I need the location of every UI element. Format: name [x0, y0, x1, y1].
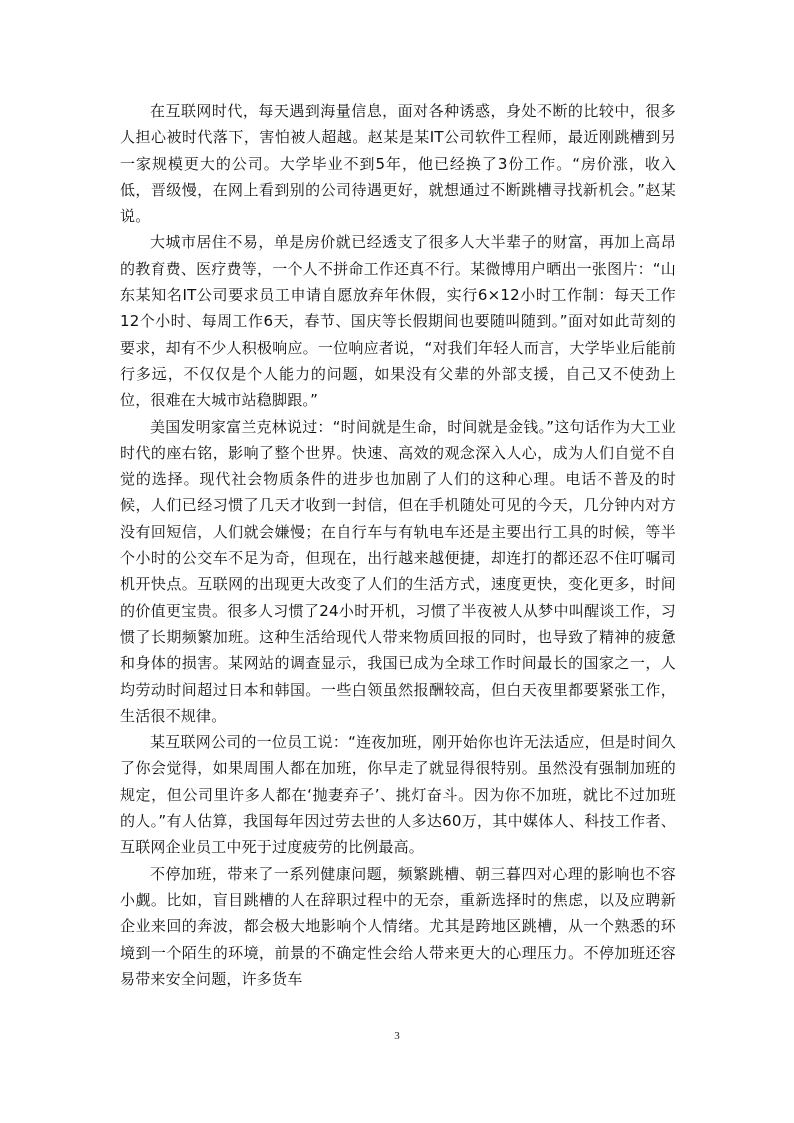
page-number: 3 [394, 1030, 400, 1042]
body-text [120, 98, 676, 992]
paragraph-3: 美国发明家富兰克林说过：“时间就是生命，时间就是金钱。”这句话作为大工业时代的座右铭，影响了整个世界。快速、高效的观念深入人心，成为人们自觉不自觉的选择。现代社会物质条件的进步也加剧了人们的这种心理。电话不普及的时候，人们已经习惯了几天才收到一封信，但在手机随处可见的今天，几分钟内对方没有回短信，人们就会嫌慢；在自行车与有轨电车还是主要出行工具的时候，等半个小时的公交车不足为奇，但现在，出行越来越便捷，却连打的都还忍不住叮嘱司机开快点。互联网的出现更大改变了人们的生活方式，速度更快，变化更多，时间的价值更宝贵。很多人习惯了24小时开机，习惯了半夜被人从梦中叫醒谈工作，习惯了长期频繁加班。这种生活给现代人带来物质回报的同时，也导致了精神的疲惫和身体的损害。某网站的调查显示，我国已成为全球工作时间最长的国家之一，人均劳动时间超过日本和韩国。一些白领虽然报酬较高，但白天夜里都要紧张工作，生活很不规律。 [120, 417, 676, 725]
paragraph-4: 某互联网公司的一位员工说：“连夜加班，刚开始你也许无法适应，但是时间久了你会觉得，如果周围人都在加班，你早走了就显得很特别。虽然没有强制加班的规定，但公司里许多人都在‘抛妻弃子’、挑灯奋斗。因为你不加班，就比不过加班的人。”有人估算，我国每年因过劳去世的人多达60万，其中媒体人、科技工作者、互联网企业员工中死于过度疲劳的比例最高。 [120, 733, 676, 857]
paragraph-1: 在互联网时代，每天遇到海量信息，面对各种诱惑，身处不断的比较中，很多人担心被时代落下，害怕被人超越。赵某是某IT公司软件工程师，最近刚跳槽到另一家规模更大的公司。大学毕业不到5年，他已经换了3份工作。“房价涨，收入低，晋级慢，在网上看到别的公司待遇更好，就想通过不断跳槽寻找新机会。”赵某说。 [120, 102, 676, 226]
paragraph-5: 不停加班，带来了一系列健康问题，频繁跳槽、朝三暮四对心理的影响也不容小觑。比如，盲目跳槽的人在辞职过程中的无奈，重新选择时的焦虑，以及应聘新企业来回的奔波，都会极大地影响个人情绪。尤其是跨地区跳槽，从一个熟悉的环境到一个陌生的环境，前景的不确定性会给人带来更大的心理压力。不停加班还容易带来安全问题，许多货车 [120, 864, 676, 988]
paragraph-2: 大城市居住不易，单是房价就已经透支了很多人大半辈子的财富，再加上高昂的教育费、医疗费等，一个人不拼命工作还真不行。某微博用户晒出一张图片：“山东某知名IT公司要求员工申请自愿放弃年休假，实行6×12小时工作制：每天工作12个小时、每周工作6天，春节、国庆等长假期间也要随叫随到。”面对如此苛刻的要求，却有不少人积极响应。一位响应者说，“对我们年轻人而言，大学毕业后能前行多远，不仅仅是个人能力的问题，如果没有父辈的外部支援，自己又不使劲上位，很难在大城市站稳脚跟。” [120, 233, 676, 410]
